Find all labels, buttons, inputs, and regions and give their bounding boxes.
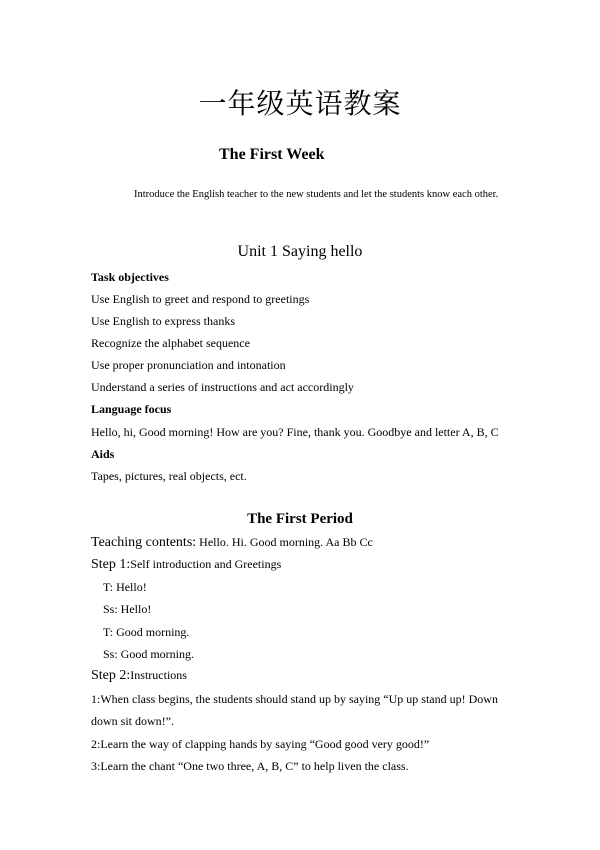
objective-item: Use English to express thanks [91, 314, 235, 328]
instruction-line: 3:Learn the chant “One two three, A, B, C” to help liven the class. [91, 759, 409, 773]
instruction-line: 2:Learn the way of clapping hands by saying “Good good very good!” [91, 737, 430, 751]
dialogue-line: Ss: Hello! [103, 602, 152, 616]
instruction-line: 1:When class begins, the students should stand up by saying “Up up stand up! Down [91, 692, 498, 706]
dialogue-line: Ss: Good morning. [103, 647, 195, 661]
week-heading: The First Week [219, 146, 325, 163]
aids-label: Aids [91, 447, 115, 461]
teaching-contents-line [91, 535, 373, 551]
objective-item: Use English to greet and respond to greetings [91, 292, 310, 306]
aids-text: Tapes, pictures, real objects, ect. [91, 469, 247, 483]
language-focus-text: Hello, hi, Good morning! How are you? Fine, thank you. Goodbye and letter A, B, C [91, 425, 499, 439]
objective-item: Understand a series of instructions and act accordingly [91, 380, 354, 394]
period-heading: The First Period [247, 511, 353, 527]
language-focus-label: Language focus [91, 402, 172, 416]
step1-line [91, 557, 281, 573]
unit-heading: Unit 1 Saying hello [237, 243, 363, 260]
step2-text: Instructions [130, 668, 187, 682]
instruction-line: down sit down!”. [91, 714, 174, 728]
dialogue-line: T: Good morning. [103, 625, 190, 639]
objective-item: Recognize the alphabet sequence [91, 336, 250, 350]
teaching-contents-text: Hello. Hi. Good morning. Aa Bb Cc [196, 535, 373, 549]
dialogue-line: T: Hello! [103, 580, 147, 594]
task-objectives-label: Task objectives [91, 270, 169, 284]
step1-text: Self introduction and Greetings [130, 557, 282, 571]
intro-text: Introduce the English teacher to the new students and let the students know each other. [134, 189, 499, 200]
teaching-contents-label: Teaching contents: [91, 535, 197, 550]
document-title: 一年级英语教案 [198, 87, 402, 120]
step2-line [91, 668, 187, 684]
objective-item: Use proper pronunciation and intonation [91, 358, 286, 372]
step1-label: Step 1: [91, 557, 131, 572]
step2-label: Step 2: [91, 668, 131, 683]
